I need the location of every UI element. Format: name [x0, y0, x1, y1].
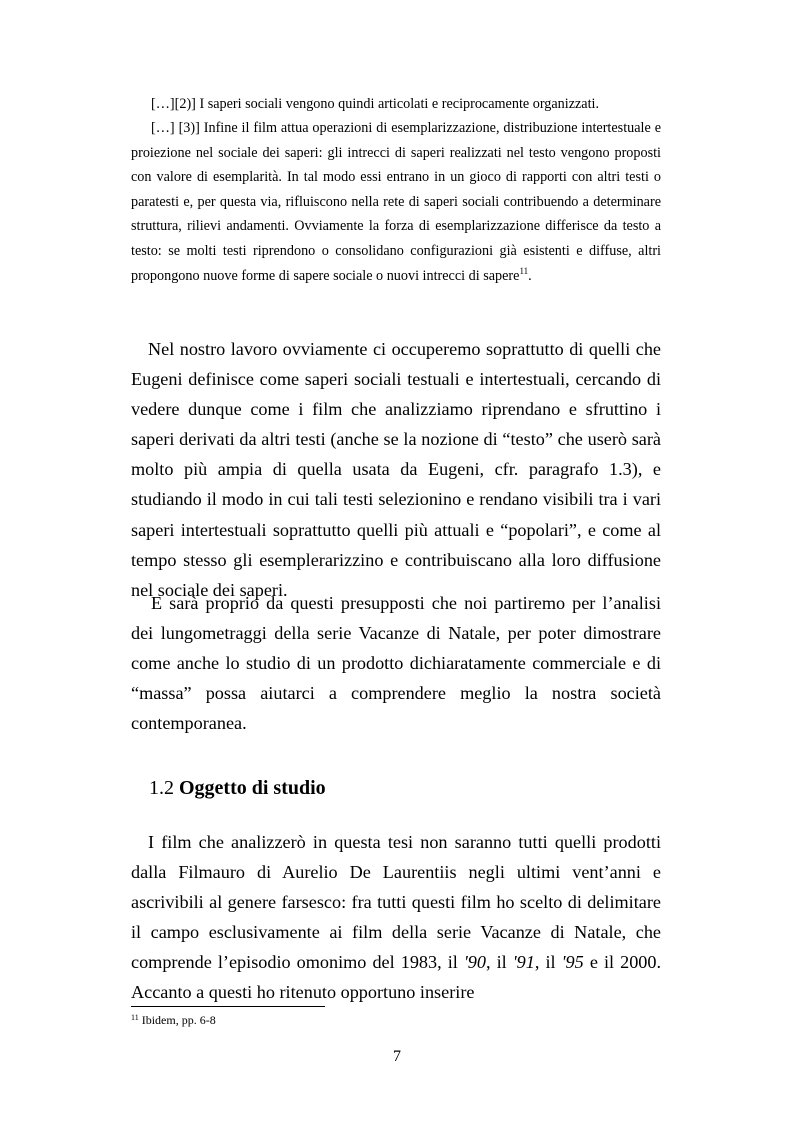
- body-paragraph: Nel nostro lavoro ovviamente ci occuperemo soprattutto di quelli che Eugeni definisce come saperi sociali testuali e intertestuali, cercando di vedere dunque come i film che analizziamo riprendano e sfruttino i saperi derivati da altri testi (anche se la nozione di “testo” che userò sarà molto più ampia di quella usata da Eugeni, cfr. paragrafo 1.3), e studiando il modo in cui tali testi selezionino e rendano visibili tra i vari saperi intertestuali soprattutto quelli più attuali e “popolari”, e come al tempo stesso gli esemplerarizzino e contribuiscano alla loro diffusione nel sociale dei saperi.: [131, 339, 661, 600]
- paragraph-text: , il: [485, 952, 507, 973]
- page-number: 7: [393, 1048, 401, 1065]
- section-title: Oggetto di studio: [179, 777, 326, 799]
- quote-paragraph: [131, 92, 661, 117]
- film-year: '91: [512, 952, 535, 973]
- paragraph-text: , il: [534, 952, 556, 973]
- paragraph-text: e il 2000. Accanto a questi ho ritenuto opportuno inserire: [131, 952, 662, 1003]
- paragraph-text: I film che analizzerò in questa tesi non saranno tutti quelli prodotti dalla Filmauro di Aurelio De Laurentiis negli ultimi vent’anni e ascrivibili al genere farsesco: fra tutti questi film ho scelto di delimitare il campo esclusivamente ai film della serie Vacanze di Natale, che comprende l’episodio omonimo del 1983, il: [131, 832, 661, 973]
- film-year: '90: [463, 952, 486, 973]
- footnote-divider: [131, 1006, 325, 1007]
- quote-paragraph: [131, 116, 661, 288]
- footnote-number: 11: [131, 1013, 139, 1022]
- footnote-text: Ibidem, pp. 6-8: [141, 1013, 216, 1027]
- film-year: '95: [561, 952, 584, 973]
- section-heading: [149, 773, 326, 803]
- quote-end: .: [528, 267, 532, 284]
- quote-text: […][2)] I saperi sociali vengono quindi articolati e reciprocamente organizzati.: [151, 96, 600, 112]
- footnote-reference[interactable]: 11: [519, 265, 529, 276]
- body-paragraph: E sarà proprio da questi presupposti che noi partiremo per l’analisi dei lungometraggi della serie Vacanze di Natale, per poter dimostrare come anche lo studio di un prodotto dichiaratamente commerciale e di “massa” possa aiutarci a comprendere meglio la nostra società contemporanea.: [131, 593, 661, 734]
- footnote: [131, 1012, 216, 1028]
- body-paragraph: [131, 827, 661, 1008]
- quote-text: […] [3)] Infine il film attua operazioni di esemplarizzazione, distribuzione intertestuale e proiezione nel sociale dei saperi: gli intrecci di saperi realizzati nel testo vengono proposti con valore di esemplarità. In tal modo essi entrano in un gioco di rapporti con altri testi o paratesti e, per questa via, rifluiscono nella rete di saperi sociali contribuendo a determinare struttura, rilievi andamenti. Ovviamente la forza di esemplarizzazione differisce da testo a testo: se molti testi riprendono o consolidano configurazioni già esistenti e diffuse, altri propongono nuove forme di sapere sociale o nuovi intrecci di sapere: [131, 120, 661, 284]
- section-number: 1.2: [149, 777, 174, 799]
